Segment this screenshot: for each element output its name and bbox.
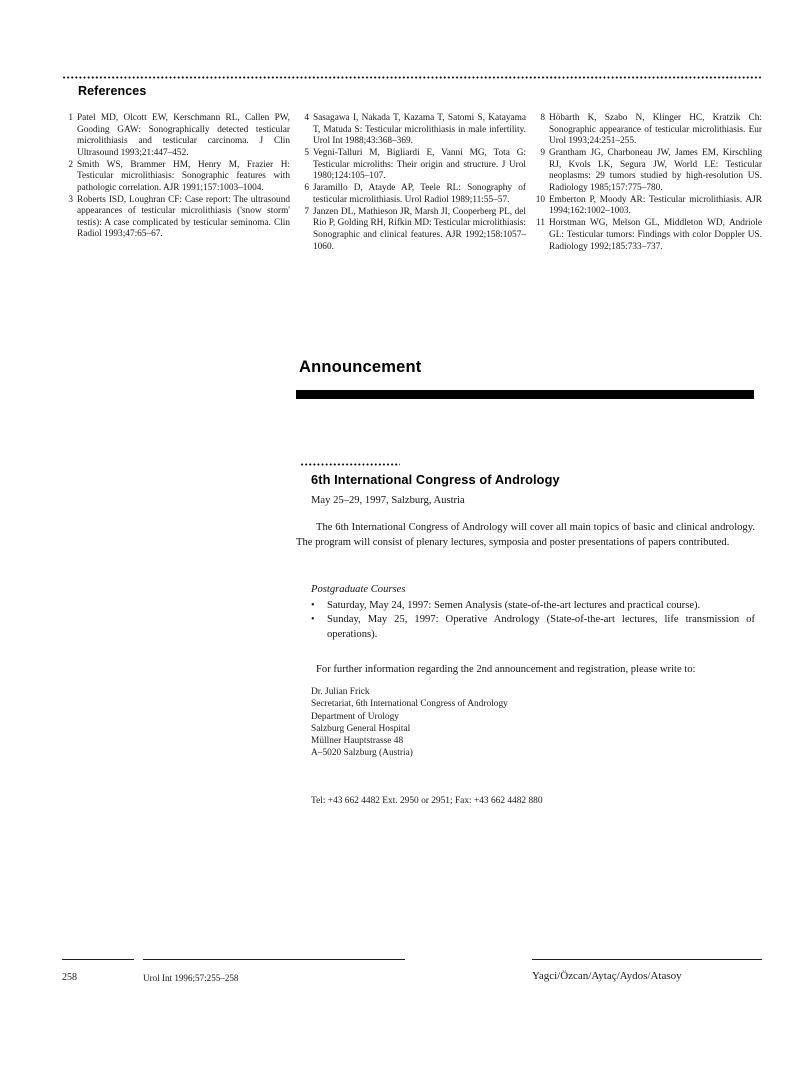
reference-number: 3 (68, 194, 73, 205)
announcement-section-title: Announcement (299, 358, 422, 376)
references-column-3 (534, 113, 762, 254)
footer-rule-left (62, 959, 134, 960)
references-columns (62, 113, 762, 254)
announcement-black-bar (296, 390, 754, 399)
contact-address-block (311, 686, 508, 760)
further-info-text: For further information regarding the 2nd announcement and registration, please write to: (316, 663, 696, 675)
reference-text: Grantham JG, Charboneau JW, James EM, Kirschling RJ, Kvols LK, Segura JW, World LE: Testicular neoplasms: 29 tumors studied by high-resolution US. Radiology 1985;157:775–780. (549, 148, 762, 193)
footer-author-list: Yagci/Özcan/Aytaç/Aydos/Atasoy (532, 970, 682, 982)
reference-text: Roberts ISD, Loughran CF: Case report: The ultrasound appearances of testicular microlithiasis ('snow storm' testis): A case complicated by testicular seminoma. Clin Radiol 1993;47:65–67. (77, 194, 290, 240)
contact-phone-fax: Tel: +43 662 4482 Ext. 2950 or 2951; Fax: +43 662 4482 880 (311, 796, 543, 806)
contact-street: Müllner Hauptstrasse 48 (311, 736, 404, 747)
footer-journal-citation: Urol Int 1996;57:255–258 (143, 973, 239, 983)
reference-text: Horstman WG, Melson GL, Middleton WD, Andriole GL: Testicular tumors: Findings with color Doppler US. Radiology 1992;185:733–737. (549, 218, 762, 252)
contact-hospital: Salzburg General Hospital (311, 723, 411, 734)
reference-number: 7 (304, 206, 309, 217)
congress-dotted-divider (300, 463, 400, 466)
reference-number: 5 (304, 148, 309, 159)
reference-item (62, 195, 290, 241)
reference-item (534, 113, 762, 148)
reference-text: Sasagawa I, Nakada T, Kazama T, Satomi S, Katayama T, Matuda S: Testicular microlithiasis in male infertility. Urol Int 1988;43:368–369. (313, 113, 526, 147)
postgraduate-course-item (311, 613, 755, 642)
contact-department: Department of Urology (311, 711, 399, 722)
contact-city: A–5020 Salzburg (Austria) (311, 748, 413, 759)
contact-secretariat: Secretariat, 6th International Congress of Andrology (311, 699, 508, 710)
reference-text: Höbarth K, Szabo N, Klinger HC, Kratzik Ch: Sonographic appearance of testicular microlithiasis. Eur Urol 1993;24:251–255. (549, 113, 762, 147)
postgraduate-course-item (311, 599, 755, 614)
reference-item (298, 113, 526, 148)
bullet-icon: • (311, 614, 315, 626)
bullet-icon: • (311, 599, 315, 611)
reference-item (534, 218, 762, 253)
congress-title: 6th International Congress of Andrology (311, 472, 560, 487)
reference-text: Patel MD, Olcott EW, Kerschmann RL, Callen PW, Gooding GAW: Sonographically detected testicular microlithiasis and testicular carcinoma. J Clin Ultrasound 1993;21:447–452. (77, 113, 290, 158)
postgraduate-course-text: Saturday, May 24, 1997: Semen Analysis (state-of-the-art lectures and practical course). (327, 599, 701, 611)
footer-rule-right (532, 959, 762, 960)
references-column-1 (62, 113, 290, 254)
reference-number: 1 (68, 113, 73, 123)
reference-item (62, 113, 290, 159)
reference-item (534, 195, 762, 218)
top-dotted-divider (62, 76, 762, 79)
postgraduate-courses-section (311, 583, 755, 642)
reference-item (298, 207, 526, 253)
reference-number: 2 (68, 159, 73, 170)
reference-number: 6 (304, 183, 309, 194)
reference-text: Emberton P, Moody AR: Testicular microlithiasis. AJR 1994;162:1002–1003. (549, 194, 762, 217)
congress-dates: May 25–29, 1997, Salzburg, Austria (311, 495, 465, 506)
reference-item (534, 148, 762, 194)
postgraduate-course-text: Sunday, May 25, 1997: Operative Andrology (State-of-the-art lectures, life transmission of operations). (327, 614, 755, 640)
intro-paragraph-text: The 6th International Congress of Andrology will cover all main topics of basic and clinical andrology. The program will consist of plenary lectures, symposia and poster presentations of papers contributed. (296, 522, 755, 548)
reference-number: 9 (540, 148, 545, 159)
reference-text: Jaramillo D, Atayde AP, Teele RL: Sonography of testicular microlithiasis. Urol Radiol 1989;11:55–57. (313, 183, 526, 205)
reference-text: Janzen DL, Mathieson JR, Marsh JI, Cooperberg PL, del Rio P, Golding RH, Rifkin MD: Testicular microlithiasis: Sonographic and clinical features. AJR 1992;158:1057–1060. (313, 206, 526, 252)
reference-number: 10 (535, 194, 545, 205)
footer-rule-middle (143, 959, 405, 960)
references-column-2 (298, 113, 526, 254)
reference-text: Vegni-Talluri M, Bigliardi E, Vanni MG, Tota G: Testicular microliths: Their origin and structure. J Urol 1980;124:105–107. (313, 148, 526, 182)
announcement-intro-paragraph (296, 521, 755, 550)
reference-number: 11 (536, 218, 545, 229)
postgraduate-heading: Postgraduate Courses (311, 584, 406, 595)
reference-text: Smith WS, Brammer HM, Henry M, Frazier H: Testicular microlithiasis: Sonographic features with pathologic correlation. AJR 1991;157:1003–1004. (77, 159, 290, 193)
reference-item (298, 183, 526, 206)
contact-name: Dr. Julian Frick (311, 687, 370, 697)
footer-page-number: 258 (62, 972, 77, 983)
references-heading: References (78, 84, 147, 98)
reference-item (62, 160, 290, 195)
further-info-paragraph (296, 652, 755, 688)
reference-number: 8 (540, 113, 545, 123)
reference-number: 4 (304, 113, 309, 123)
reference-item (298, 148, 526, 183)
